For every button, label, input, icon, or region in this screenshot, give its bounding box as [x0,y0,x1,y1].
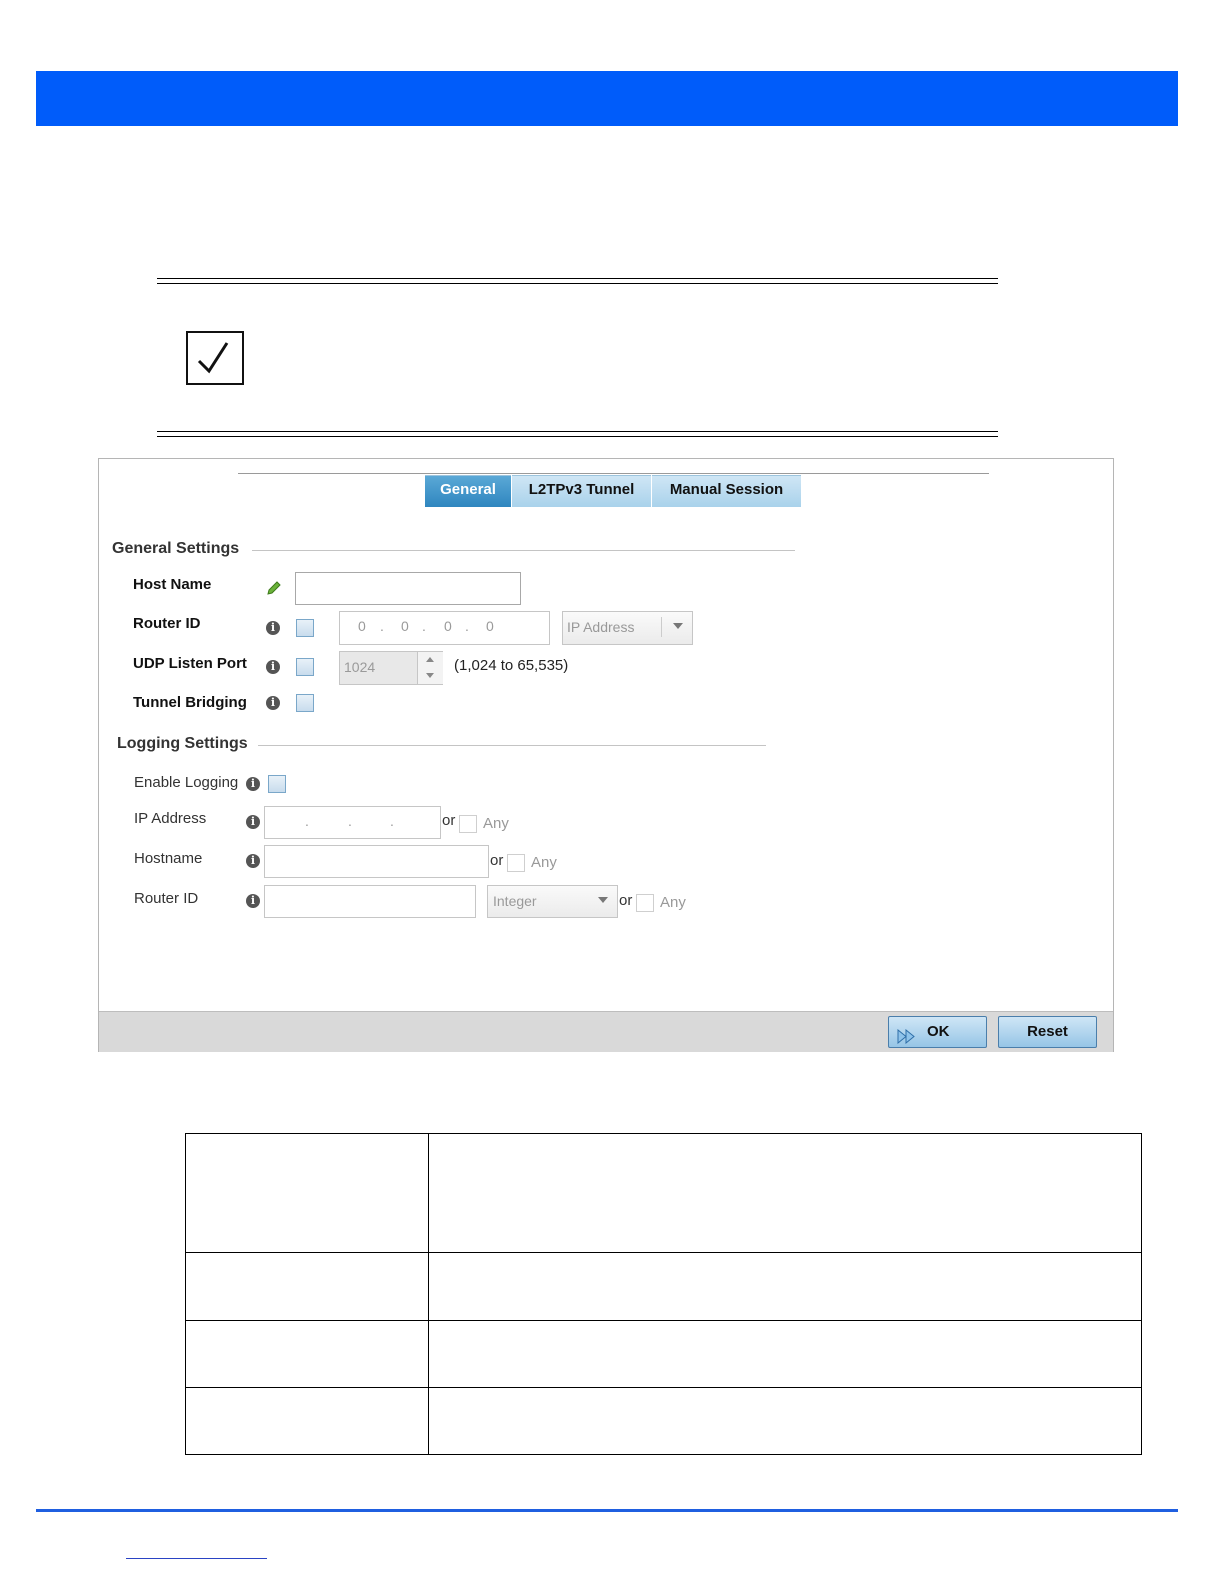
note-top-rule-2 [157,283,998,284]
description-table [185,1133,1142,1455]
note-checkmark-icon [186,331,244,385]
logging-hostname-label: Hostname [134,850,203,867]
chevron-down-icon [598,897,608,903]
ip-separator: . [305,813,309,829]
ip-octet: 0 [486,618,494,634]
ip-separator: . [465,618,469,634]
general-settings-heading: General Settings [112,540,240,557]
udp-listen-port-checkbox[interactable] [296,658,314,676]
router-id-checkbox[interactable] [296,619,314,637]
info-icon[interactable]: i [246,777,260,791]
logging-ip-address-label: IP Address [134,810,207,827]
tab-general[interactable]: General [425,475,511,507]
udp-listen-port-label: UDP Listen Port [133,655,247,672]
udp-port-value: 1024 [344,659,376,675]
tunnel-bridging-label: Tunnel Bridging [133,694,247,711]
table-cell [429,1387,1142,1454]
host-name-input[interactable] [295,572,521,605]
or-label: or [490,852,504,869]
logging-settings-divider [258,745,766,746]
tab-divider [238,473,989,474]
or-label: or [442,812,456,829]
table-cell [429,1134,1142,1253]
ip-octet: 0 [444,618,452,634]
select-value: IP Address [567,619,635,635]
general-settings-divider [252,550,795,551]
chevron-down-icon [673,623,683,629]
info-icon[interactable]: i [246,854,260,868]
or-label: or [619,892,633,909]
logging-router-id-input[interactable] [264,885,476,918]
router-id-label: Router ID [133,615,201,632]
any-label: Any [531,854,557,871]
logging-ip-address-input[interactable] [264,806,441,839]
host-name-label: Host Name [133,576,212,593]
reset-button[interactable]: Reset [998,1016,1097,1048]
chevron-down-icon[interactable] [426,673,434,678]
any-label: Any [660,894,686,911]
info-icon[interactable]: i [266,621,280,635]
hostname-any-checkbox[interactable] [507,854,525,872]
table-cell [429,1320,1142,1387]
fast-forward-icon [897,1025,917,1055]
footer-rule [36,1509,1178,1512]
router-id-any-checkbox[interactable] [636,894,654,912]
note-top-rule [157,278,998,279]
any-label: Any [483,815,509,832]
table-cell [429,1253,1142,1320]
logging-router-id-label: Router ID [134,890,199,907]
udp-port-stepper[interactable] [339,651,443,685]
table-row [186,1253,1142,1320]
router-id-type-select[interactable] [562,611,693,645]
tab-l2tpv3-tunnel[interactable]: L2TPv3 Tunnel [512,475,651,507]
router-id-ip-input[interactable] [339,611,550,645]
logging-hostname-input[interactable] [264,845,489,878]
footer-link-underline[interactable] [126,1558,267,1559]
info-icon[interactable]: i [246,894,260,908]
tunnel-bridging-checkbox[interactable] [296,694,314,712]
logging-router-id-type-select[interactable] [487,885,618,918]
table-row [186,1134,1142,1253]
stepper-buttons[interactable] [417,652,443,684]
table-cell [186,1134,429,1253]
table-cell [186,1253,429,1320]
logging-settings-heading: Logging Settings [117,735,248,752]
note-bottom-rule [157,431,998,432]
enable-logging-label: Enable Logging [134,774,239,791]
note-bottom-rule-2 [157,436,998,437]
ok-button[interactable] [888,1016,987,1048]
ip-octet: 0 [401,618,409,634]
pencil-icon [266,580,282,601]
l2tpv3-settings-dialog [98,458,1114,1052]
chevron-up-icon[interactable] [426,657,434,662]
ip-separator: . [390,813,394,829]
ok-button-label: OK [927,1023,950,1040]
ip-separator: . [380,618,384,634]
table-row [186,1387,1142,1454]
info-icon[interactable]: i [266,696,280,710]
select-value: Integer [493,893,537,909]
ip-octet: 0 [358,618,366,634]
ip-any-checkbox[interactable] [459,815,477,833]
ip-separator: . [348,813,352,829]
table-cell [186,1320,429,1387]
table-cell [186,1387,429,1454]
enable-logging-checkbox[interactable] [268,775,286,793]
ip-separator: . [422,618,426,634]
tab-manual-session[interactable]: Manual Session [652,475,801,507]
udp-port-range-hint: (1,024 to 65,535) [454,657,569,674]
select-separator [661,617,662,637]
info-icon[interactable]: i [246,815,260,829]
table-row [186,1320,1142,1387]
header-bar [36,71,1178,126]
info-icon[interactable]: i [266,660,280,674]
